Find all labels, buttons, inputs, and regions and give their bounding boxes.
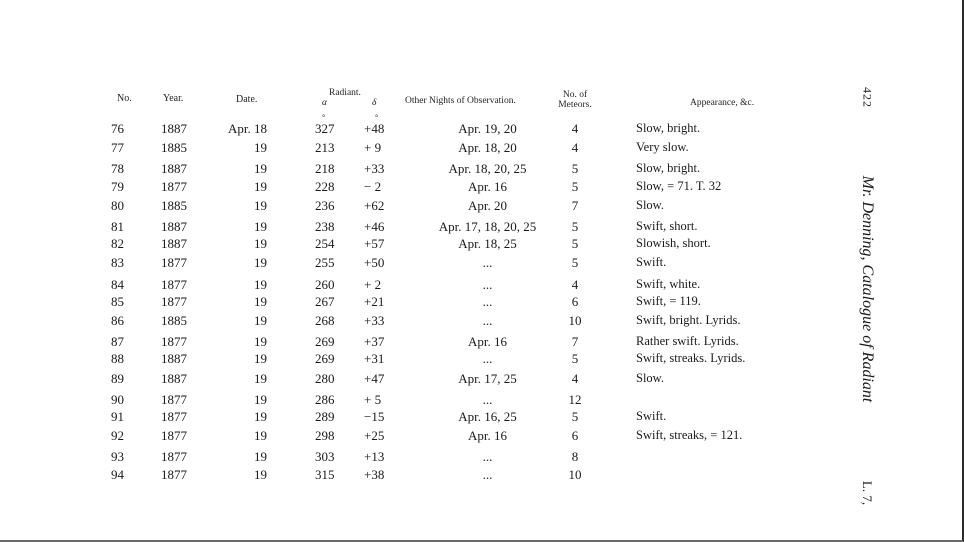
row-meteor-count: 12 [568, 391, 582, 407]
header-appearance: Appearance, &c. [690, 98, 755, 108]
row-year: 1877 [161, 391, 187, 407]
row-number: 94 [111, 466, 124, 482]
row-meteor-count: 5 [571, 351, 579, 367]
row-appearance: Swift, streaks, = 121. [636, 428, 743, 443]
row-right-ascension: 218 [315, 161, 335, 177]
row-meteor-count: 7 [571, 334, 579, 350]
row-other-nights: Apr. 18, 25 [458, 236, 517, 252]
row-right-ascension: 268 [315, 313, 335, 328]
row-meteor-count: 5 [571, 409, 579, 424]
row-meteor-count: 5 [571, 161, 579, 177]
running-header [852, 80, 882, 520]
row-declination: +57 [364, 236, 385, 252]
row-appearance: Slow. [636, 370, 665, 385]
row-declination: +33 [364, 161, 385, 177]
row-number: 78 [111, 161, 124, 177]
row-number: 80 [111, 197, 124, 213]
row-right-ascension: 238 [315, 219, 335, 234]
row-number: 89 [111, 370, 124, 386]
row-number: 84 [111, 276, 124, 292]
row-date: 19 [254, 409, 267, 424]
row-date: 19 [254, 293, 267, 309]
row-other-nights: ... [482, 276, 493, 292]
row-other-nights: Apr. 17, 25 [458, 370, 517, 386]
row-other-nights: ... [482, 351, 493, 367]
row-date: 19 [254, 236, 267, 252]
row-other-nights: ... [482, 391, 493, 407]
row-other-nights: ... [482, 313, 493, 328]
row-year: 1887 [161, 351, 187, 367]
row-appearance: Swift, streaks. Lyrids. [636, 351, 746, 366]
row-appearance: Slow, bright. [636, 121, 701, 135]
row-number: 88 [111, 351, 124, 367]
row-meteor-count: 6 [571, 293, 579, 309]
header-meteors-line1: No. of [562, 90, 588, 100]
row-meteor-count: 5 [571, 255, 579, 271]
row-date: 19 [254, 140, 267, 156]
row-right-ascension: 228 [315, 178, 335, 194]
row-appearance: Swift. [636, 409, 667, 423]
row-date: 19 [254, 197, 267, 213]
row-year: 1877 [161, 428, 187, 444]
row-declination: +31 [364, 351, 385, 367]
header-meteors [553, 90, 597, 110]
row-meteor-count: 5 [571, 219, 579, 234]
row-year: 1877 [161, 449, 187, 465]
row-number: 82 [111, 236, 124, 252]
row-appearance: Swift, short. [636, 219, 698, 233]
row-date: 19 [254, 276, 267, 292]
row-number: 81 [111, 219, 124, 234]
row-declination: +25 [364, 428, 385, 444]
row-declination: + 5 [364, 391, 382, 407]
row-number: 79 [111, 178, 124, 194]
row-right-ascension: 255 [315, 255, 335, 271]
row-date: 19 [254, 449, 267, 465]
row-other-nights: Apr. 18, 20, 25 [448, 161, 527, 177]
row-date: Apr. 18 [228, 121, 267, 136]
header-date: Date. [236, 94, 258, 105]
row-year: 1887 [161, 219, 187, 234]
row-number: 85 [111, 293, 124, 309]
row-right-ascension: 298 [315, 428, 335, 444]
row-date: 19 [254, 370, 267, 386]
row-appearance: Slow, bright. [636, 161, 701, 176]
row-number: 87 [111, 334, 124, 350]
row-year: 1887 [161, 161, 187, 177]
row-date: 19 [254, 161, 267, 177]
row-meteor-count: 4 [571, 276, 579, 292]
row-declination: +50 [364, 255, 385, 271]
header-alpha: α [322, 98, 327, 108]
row-year: 1887 [161, 370, 187, 386]
row-declination: +47 [364, 370, 385, 386]
row-year: 1885 [161, 197, 187, 213]
row-meteor-count: 7 [571, 197, 579, 213]
row-declination: +62 [364, 197, 385, 213]
row-year: 1885 [161, 313, 187, 328]
row-declination: −15 [364, 409, 385, 424]
header-delta: δ [372, 98, 377, 108]
row-right-ascension: 269 [315, 334, 335, 350]
row-meteor-count: 6 [571, 428, 579, 444]
row-other-nights: Apr. 20 [468, 197, 507, 213]
row-appearance: Slow. [636, 197, 665, 212]
row-right-ascension: 327 ° [315, 113, 335, 136]
row-right-ascension: 260 [315, 276, 335, 292]
row-other-nights: Apr. 16 [468, 334, 507, 350]
row-right-ascension: 267 [315, 293, 335, 309]
header-radiant: Radiant. [329, 88, 361, 98]
row-number: 93 [111, 449, 124, 465]
row-right-ascension: 254 [315, 236, 335, 252]
row-appearance: Swift. [636, 255, 667, 270]
row-other-nights: ... [482, 449, 493, 465]
row-appearance: Slowish, short. [636, 236, 711, 251]
row-number: 90 [111, 391, 124, 407]
row-year: 1877 [161, 255, 187, 271]
row-meteor-count: 5 [571, 178, 579, 194]
row-right-ascension: 236 [315, 197, 335, 213]
row-number: 83 [111, 255, 124, 271]
row-year: 1877 [161, 334, 187, 350]
row-meteor-count: 10 [568, 466, 582, 482]
signature-mark: L. 7, [860, 480, 875, 506]
row-year: 1877 [161, 276, 187, 292]
row-other-nights: Apr. 18, 20 [458, 140, 517, 156]
row-year: 1877 [161, 409, 187, 424]
row-meteor-count: 8 [571, 449, 579, 465]
row-date: 19 [254, 466, 267, 482]
row-right-ascension: 315 [315, 466, 335, 482]
row-year: 1877 [161, 293, 187, 309]
row-meteor-count: 4 [571, 140, 579, 156]
row-year: 1877 [161, 178, 187, 194]
header-other-nights: Other Nights of Observation. [405, 96, 516, 106]
row-date: 19 [254, 391, 267, 407]
row-appearance: Very slow. [636, 140, 689, 155]
row-declination: +38 [364, 466, 385, 482]
row-declination: +37 [364, 334, 385, 350]
row-meteor-count: 4 [571, 370, 579, 386]
row-appearance: Slow, = 71. T. 32 [636, 178, 722, 193]
row-meteor-count: 10 [568, 313, 582, 328]
row-meteor-count: 4 [571, 121, 579, 136]
row-declination: +46 [364, 219, 385, 234]
row-date: 19 [254, 428, 267, 444]
degree-symbol: ° [375, 113, 379, 122]
running-title: Mr. Denning, Catalogue of Radiant [859, 175, 876, 403]
header-meteors-line2: Meteors. [558, 100, 592, 110]
header-year: Year. [163, 93, 184, 104]
row-appearance: Swift, white. [636, 276, 701, 291]
row-date: 19 [254, 178, 267, 194]
row-appearance: Rather swift. Lyrids. [636, 334, 739, 349]
row-number: 86 [111, 313, 124, 328]
row-declination: +13 [364, 449, 385, 465]
row-appearance: Swift, bright. Lyrids. [636, 313, 741, 327]
row-other-nights: Apr. 17, 18, 20, 25 [438, 219, 537, 234]
row-right-ascension: 286 [315, 391, 335, 407]
row-year: 1887 [161, 121, 187, 136]
row-other-nights: ... [482, 293, 493, 309]
row-other-nights: ... [482, 255, 493, 271]
row-other-nights: Apr. 19, 20 [458, 121, 517, 136]
row-other-nights: Apr. 16, 25 [458, 409, 517, 424]
row-date: 19 [254, 313, 267, 328]
row-right-ascension: 289 [315, 409, 335, 424]
row-declination: +48 ° [364, 113, 385, 136]
row-date: 19 [254, 334, 267, 350]
row-meteor-count: 5 [571, 236, 579, 252]
row-year: 1877 [161, 466, 187, 482]
row-date: 19 [254, 219, 267, 234]
row-declination: +33 [364, 313, 385, 328]
row-right-ascension: 213 [315, 140, 335, 156]
header-no: No. [117, 93, 132, 104]
row-other-nights: Apr. 16 [468, 428, 507, 444]
row-declination: + 9 [364, 140, 382, 156]
row-number: 92 [111, 428, 124, 444]
row-other-nights: ... [482, 466, 493, 482]
degree-symbol: ° [322, 113, 326, 122]
row-right-ascension: 303 [315, 449, 335, 465]
row-declination: − 2 [364, 178, 382, 194]
row-number: 76 [111, 121, 124, 136]
row-right-ascension: 269 [315, 351, 335, 367]
row-other-nights: Apr. 16 [468, 178, 507, 194]
row-year: 1885 [161, 140, 187, 156]
page-number: 422 [860, 87, 875, 108]
row-declination: +21 [364, 293, 385, 309]
row-date: 19 [254, 255, 267, 271]
row-date: 19 [254, 351, 267, 367]
row-right-ascension: 280 [315, 370, 335, 386]
row-number: 77 [111, 140, 124, 156]
row-number: 91 [111, 409, 124, 424]
row-year: 1887 [161, 236, 187, 252]
row-appearance: Swift, = 119. [636, 293, 701, 308]
row-declination: + 2 [364, 276, 382, 292]
